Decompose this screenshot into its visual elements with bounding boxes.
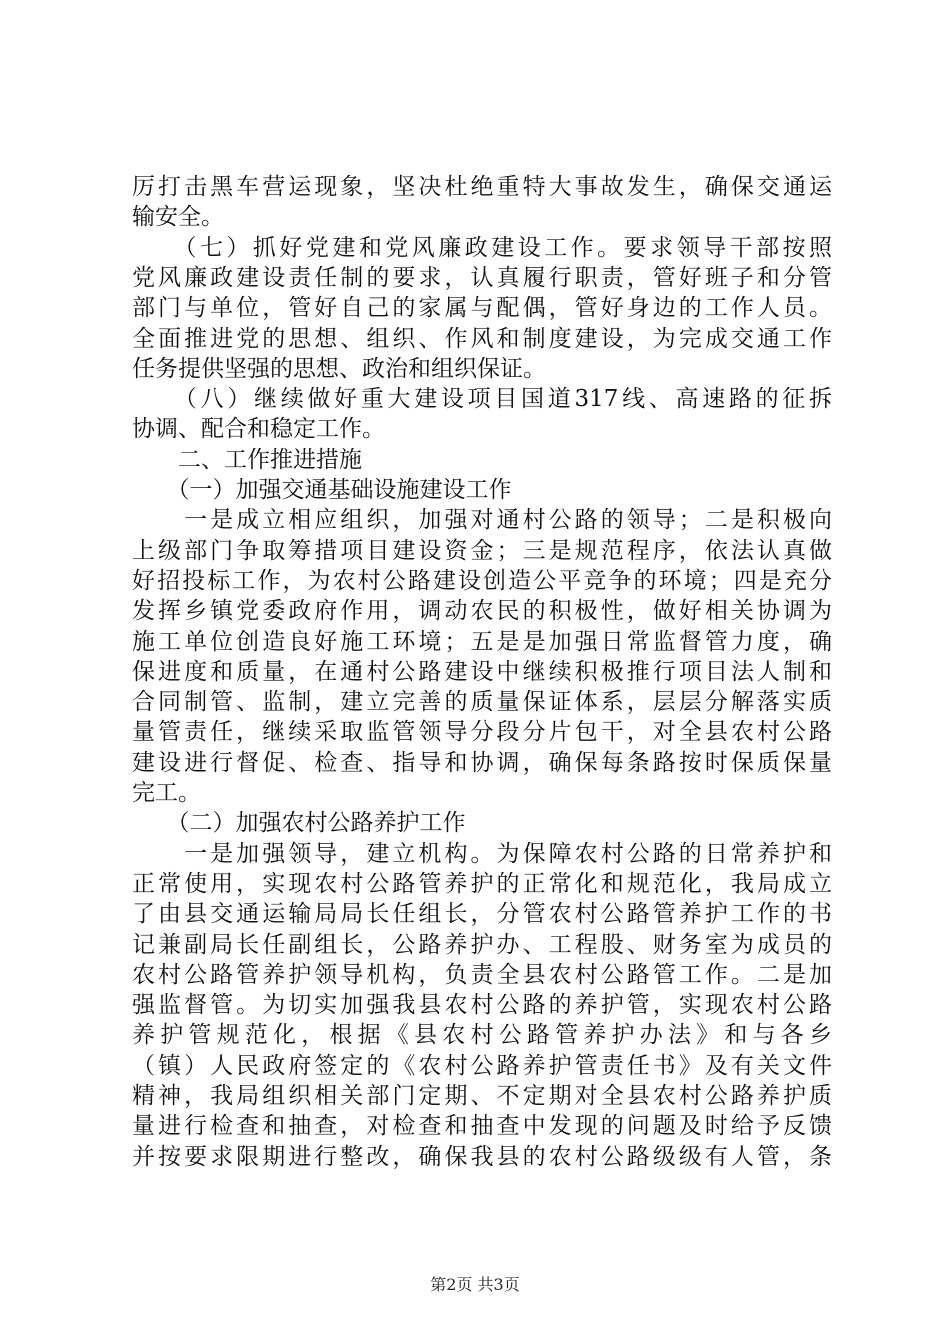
text-line: 量进行检查和抽查，对检查和抽查中发现的问题及时给予反馈 — [132, 1113, 832, 1140]
text-line: 记兼副局长任副组长，公路养护办、工程股、财务室为成员的 — [132, 931, 832, 958]
text-line: 养护管规范化，根据《县农村公路管养护办法》和与各乡 — [132, 1022, 832, 1049]
text-line: 部门与单位，管好自己的家属与配偶，管好身边的工作人员。 — [132, 295, 832, 322]
text-line: 党风廉政建设责任制的要求，认真履行职责，管好班子和分管 — [132, 264, 832, 291]
text-line: 施工单位创造良好施工环境；五是是加强日常监督管力度，确 — [132, 628, 832, 655]
text-line: 一是成立相应组织，加强对通村公路的领导；二是积极向 — [132, 507, 832, 534]
text-line: （八）继续做好重大建设项目国道317线、高速路的征拆 — [132, 386, 832, 413]
text-line: 一是加强领导，建立机构。为保障农村公路的日常养护和 — [132, 840, 832, 867]
text-line: （镇）人民政府签定的《农村公路养护管责任书》及有关文件 — [132, 1052, 832, 1079]
page-footer: 第2页 共3页 — [430, 1275, 520, 1294]
text-line: 精神，我局组织相关部门定期、不定期对全县农村公路养护质 — [132, 1083, 832, 1109]
text-line: 量管责任，继续采取监管领导分段分片包干，对全县农村公路 — [132, 719, 832, 746]
text-line: 全面推进党的思想、组织、作风和制度建设，为完成交通工作 — [132, 325, 832, 352]
subsection-heading: （二）加强农村公路养护工作 — [132, 810, 466, 837]
text-line: 厉打击黑车营运现象，坚决杜绝重特大事故发生，确保交通运 — [132, 174, 832, 200]
section-heading: 二、工作推进措施 — [132, 446, 362, 473]
text-line: 保进度和质量，在通村公路建设中继续积极推行项目法人制和 — [132, 658, 832, 685]
text-line: 合同制管、监制，建立完善的质量保证体系，层层分解落实质 — [132, 689, 832, 716]
text-line: 农村公路管养护领导机构，负责全县农村公路管工作。二是加 — [132, 961, 832, 988]
text-line: 强监督管。为切实加强我县农村公路的养护管，实现农村公路 — [132, 992, 832, 1019]
text-line: 并按要求限期进行整改，确保我县的农村公路级级有人管，条 — [132, 1143, 832, 1170]
text-line: 好招投标工作，为农村公路建设创造公平竞争的环境；四是充分 — [132, 567, 832, 594]
text-line: 正常使用，实现农村公路管养护的正常化和规范化，我局成立 — [132, 870, 832, 897]
text-line: 完工。 — [132, 780, 201, 806]
subsection-heading: （一）加强交通基础设施建设工作 — [132, 477, 512, 503]
text-line: 了由县交通运输局局长任组长，分管农村公路管养护工作的书 — [132, 901, 832, 928]
text-line: （七）抓好党建和党风廉政建设工作。要求领导干部按照 — [132, 234, 832, 261]
text-line: 输安全。 — [132, 204, 224, 231]
text-line: 任务提供坚强的思想、政治和组织保证。 — [132, 355, 546, 382]
text-line: 协调、配合和稳定工作。 — [132, 416, 385, 443]
text-line: 建设进行督促、检查、指导和协调，确保每条路按时保质保量 — [132, 749, 832, 776]
text-line: 发挥乡镇党委政府作用，调动农民的积极性，做好相关协调为 — [132, 598, 832, 625]
text-line: 上级部门争取筹措项目建设资金；三是规范程序，依法认真做 — [132, 537, 832, 564]
